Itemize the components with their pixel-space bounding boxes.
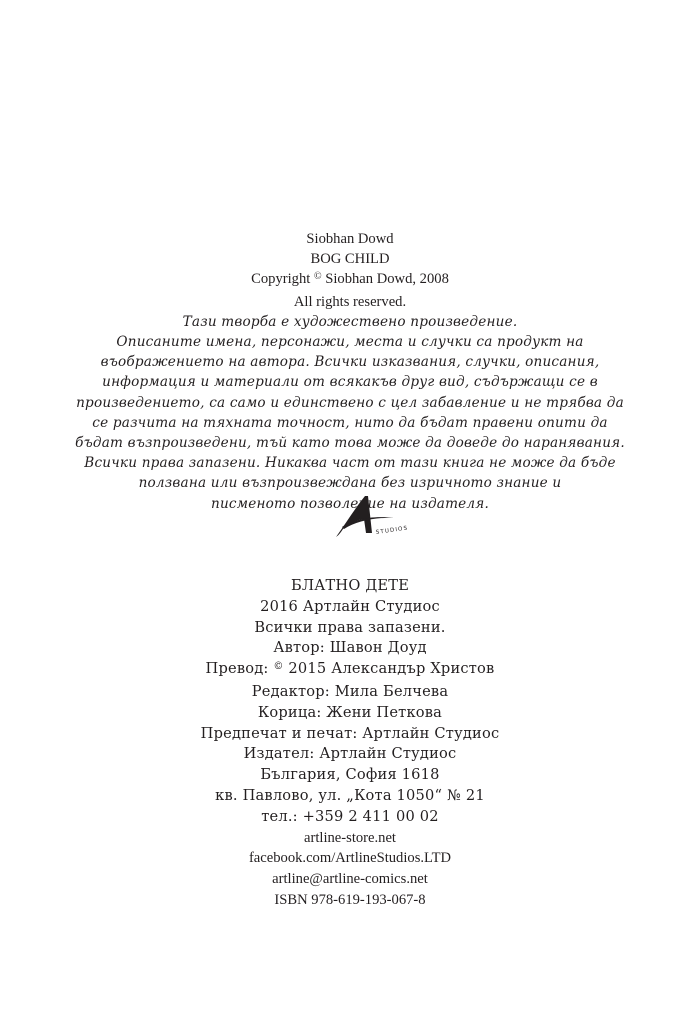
disclaimer-line: информация и материали от всякакъв друг вид, съдържащи се в bbox=[102, 374, 598, 391]
isbn-line: ISBN 978-619-193-067-8 bbox=[274, 891, 426, 908]
disclaimer bbox=[0, 312, 700, 514]
website-line: artline-store.net bbox=[304, 829, 396, 846]
original-author: Siobhan Dowd bbox=[306, 231, 394, 247]
cover-line: Корица: Жени Петкова bbox=[257, 703, 443, 721]
author-line: Автор: Шавон Доуд bbox=[273, 639, 427, 657]
logo-subtext: STUDIOS bbox=[375, 525, 409, 536]
city-line: България, София 1618 bbox=[260, 766, 440, 784]
book-title: БЛАТНО ДЕТЕ bbox=[290, 577, 410, 594]
logo-letter-a-icon bbox=[336, 496, 372, 537]
email-line: artline@artline-comics.net bbox=[272, 871, 428, 888]
copyright-rest: Siobhan Dowd, 2008 bbox=[321, 271, 449, 288]
disclaimer-line: писменото позволение на издателя. bbox=[211, 495, 489, 512]
rights-reserved-bg: Всички права запазени. bbox=[254, 618, 446, 636]
translation-symbol: © bbox=[273, 661, 284, 673]
copyright-prefix: Copyright bbox=[251, 271, 311, 288]
prepress-line: Предпечат и печат: Артлайн Студиос bbox=[200, 724, 500, 742]
original-title: BOG CHILD bbox=[310, 251, 390, 268]
artline-studios-logo bbox=[332, 493, 409, 543]
disclaimer-line: ползвана или възпроизвеждана без изричното знание и bbox=[138, 475, 562, 492]
disclaimer-line: произведението, са само и единствено с цел забавление и не трябва да bbox=[76, 394, 624, 411]
year-publisher: 2016 Артлайн Студиос bbox=[260, 597, 440, 615]
disclaimer-line: бъдат възпроизведени, тъй като това може да доведе до наранявания. bbox=[75, 435, 625, 452]
copyright-symbol: © bbox=[313, 271, 322, 283]
phone-line: тел.: +359 2 411 00 02 bbox=[261, 807, 439, 825]
editor-line: Редактор: Мила Белчева bbox=[251, 682, 449, 700]
translation-line bbox=[0, 659, 700, 682]
disclaimer-line: въображението на автора. Всички изказвания, случки, описания, bbox=[100, 354, 600, 371]
disclaimer-line: се разчита на тяхната точност, нито да бъдат правени опити да bbox=[92, 414, 608, 431]
disclaimer-line: Описаните имена, персонажи, места и случки са продукт на bbox=[116, 334, 584, 351]
publisher-line: Издател: Артлайн Студиос bbox=[243, 745, 457, 763]
disclaimer-line: Всички права запазени. Никаква част от тази книга не може да бъде bbox=[84, 455, 616, 472]
rights-reserved: All rights reserved. bbox=[293, 293, 407, 310]
disclaimer-line: Тази творба е художествено произведение. bbox=[182, 313, 518, 330]
translation-rest: 2015 Александър Христов bbox=[283, 660, 495, 678]
original-copyright bbox=[0, 269, 700, 291]
address-line: кв. Павлово, ул. „Кота 1050“ № 21 bbox=[215, 786, 485, 804]
facebook-line: facebook.com/ArtlineStudios.LTD bbox=[248, 850, 452, 867]
translation-prefix: Превод: bbox=[205, 660, 274, 678]
copyright-block bbox=[0, 229, 700, 514]
imprint-block bbox=[0, 576, 700, 911]
